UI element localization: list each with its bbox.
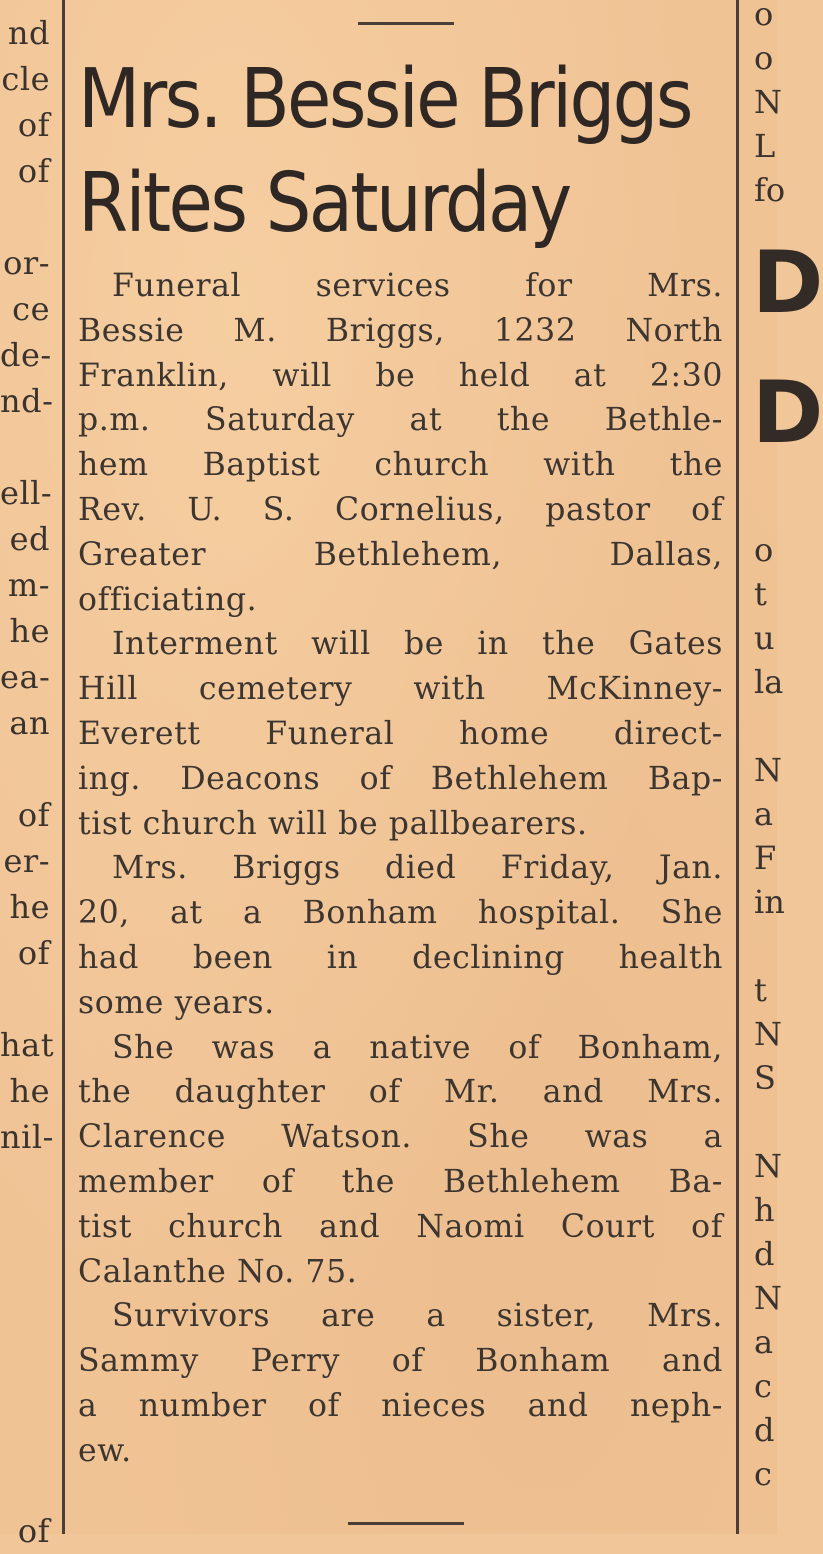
right-fragment: c <box>754 1367 772 1405</box>
text-line: Survivors are a sister, Mrs. <box>112 1298 723 1335</box>
left-fragment: of <box>17 796 50 834</box>
right-fragment: t <box>754 575 767 613</box>
left-fragment: ea- <box>0 658 51 696</box>
text-line: Franklin, will be held at 2:30 <box>78 357 723 394</box>
right-fragment-gap <box>754 924 794 968</box>
text-line: Interment will be in the Gates <box>112 626 723 663</box>
left-fragment-gap <box>0 746 50 792</box>
text-line: 20, at a Bonham hospital. She <box>78 895 723 932</box>
right-fragment: d <box>754 1411 775 1449</box>
text-line: ew. <box>78 1432 132 1469</box>
right-fragment: t <box>754 971 767 1009</box>
text-line: a number of nieces and neph- <box>78 1387 723 1424</box>
left-fragment: of <box>17 106 50 144</box>
right-big-letter: D <box>752 363 823 463</box>
right-fragment: a <box>754 795 774 833</box>
left-fragment: he <box>9 1072 50 1110</box>
obituary-article <box>78 48 723 1474</box>
article-headline <box>78 48 729 256</box>
text-line: tist church and Naomi Court of <box>78 1208 723 1245</box>
right-fragment: N <box>754 1279 782 1317</box>
left-fragment: nd- <box>0 382 54 420</box>
text-line: Calanthe No. 75. <box>78 1253 358 1290</box>
text-line: Hill cemetery with McKinney- <box>78 671 723 708</box>
right-fragment: fo <box>754 171 786 209</box>
left-fragment-gap <box>0 424 50 470</box>
text-line: some years. <box>78 984 275 1021</box>
paragraph-interment <box>78 622 723 846</box>
right-fragment: o <box>754 0 774 33</box>
text-line: had been in declining health <box>78 939 723 976</box>
headline-line: Rites Saturday <box>78 156 570 251</box>
text-line: officiating. <box>78 581 258 618</box>
right-column-fragments-mid <box>754 528 794 1496</box>
article-body <box>78 264 723 1474</box>
headline-line: Mrs. Bessie Briggs <box>78 52 691 147</box>
left-fragment: an <box>9 704 50 742</box>
left-fragment-gap <box>0 976 50 1022</box>
left-fragment: ed <box>9 520 50 558</box>
right-fragment: S <box>754 1059 776 1097</box>
text-line: Bessie M. Briggs, 1232 North <box>78 312 723 349</box>
text-line: Everett Funeral home direct- <box>78 715 723 752</box>
right-fragment: F <box>754 839 777 877</box>
right-fragment: c <box>754 1455 772 1493</box>
text-line: Rev. U. S. Cornelius, pastor of <box>78 491 723 528</box>
column-rule-left <box>62 0 65 1534</box>
left-fragment: de- <box>0 336 52 374</box>
text-line: the daughter of Mr. and Mrs. <box>78 1074 723 1111</box>
text-line: p.m. Saturday at the Bethle- <box>78 402 723 439</box>
left-fragment: ell- <box>0 474 53 512</box>
left-fragment: m- <box>7 566 50 604</box>
right-fragment: d <box>754 1235 775 1273</box>
left-fragment: or- <box>3 244 50 282</box>
right-fragment: o <box>754 531 774 569</box>
text-line: hem Baptist church with the <box>78 447 723 484</box>
text-line: tist church will be pallbearers. <box>78 805 588 842</box>
paragraph-survivors <box>78 1294 723 1473</box>
right-fragment: o <box>754 39 774 77</box>
left-column-fragments <box>0 10 55 1160</box>
right-fragment: L <box>754 127 776 165</box>
text-line: Sammy Perry of Bonham and <box>78 1343 723 1380</box>
left-fragment: of <box>17 152 50 190</box>
right-fragment: N <box>754 83 782 121</box>
paragraph-services <box>78 264 723 622</box>
paragraph-native <box>78 1026 723 1295</box>
left-fragment: ce <box>12 290 50 328</box>
text-line: Clarence Watson. She was a <box>78 1119 723 1156</box>
text-line: Funeral services for Mrs. <box>112 268 723 304</box>
separator-bottom <box>348 1522 464 1525</box>
right-fragment: N <box>754 1015 782 1053</box>
left-fragment: cle <box>1 60 50 98</box>
left-fragment: nil- <box>0 1118 54 1156</box>
paragraph-death <box>78 846 723 1025</box>
left-fragment: hat <box>0 1026 55 1064</box>
column-rule-right <box>736 0 739 1534</box>
right-fragment: u <box>754 619 775 657</box>
right-fragment: N <box>754 751 782 789</box>
left-fragment: nd <box>7 14 50 52</box>
right-big-letter: D <box>752 233 823 333</box>
text-line: She was a native of Bonham, <box>112 1029 723 1066</box>
right-fragment-gap <box>754 1100 794 1144</box>
left-fragment: of <box>17 934 50 972</box>
left-fragment: he <box>9 612 50 650</box>
left-bottom-fragment: of <box>17 1512 50 1550</box>
separator-top <box>358 22 454 25</box>
text-line: member of the Bethlehem Ba- <box>78 1163 723 1200</box>
text-line: Mrs. Briggs died Friday, Jan. <box>112 850 723 887</box>
right-fragment: in <box>754 883 785 921</box>
left-fragment: er- <box>3 842 50 880</box>
right-fragment: a <box>754 1323 774 1361</box>
left-fragment-gap <box>0 194 50 240</box>
right-fragment: N <box>754 1147 782 1185</box>
text-line: ing. Deacons of Bethlehem Bap- <box>78 760 723 797</box>
right-column-fragments-top <box>754 0 794 212</box>
right-fragment-gap <box>754 704 794 748</box>
right-fragment: h <box>754 1191 775 1229</box>
text-line: Greater Bethlehem, Dallas, <box>78 536 723 573</box>
right-fragment: la <box>754 663 784 701</box>
left-fragment: he <box>9 888 50 926</box>
